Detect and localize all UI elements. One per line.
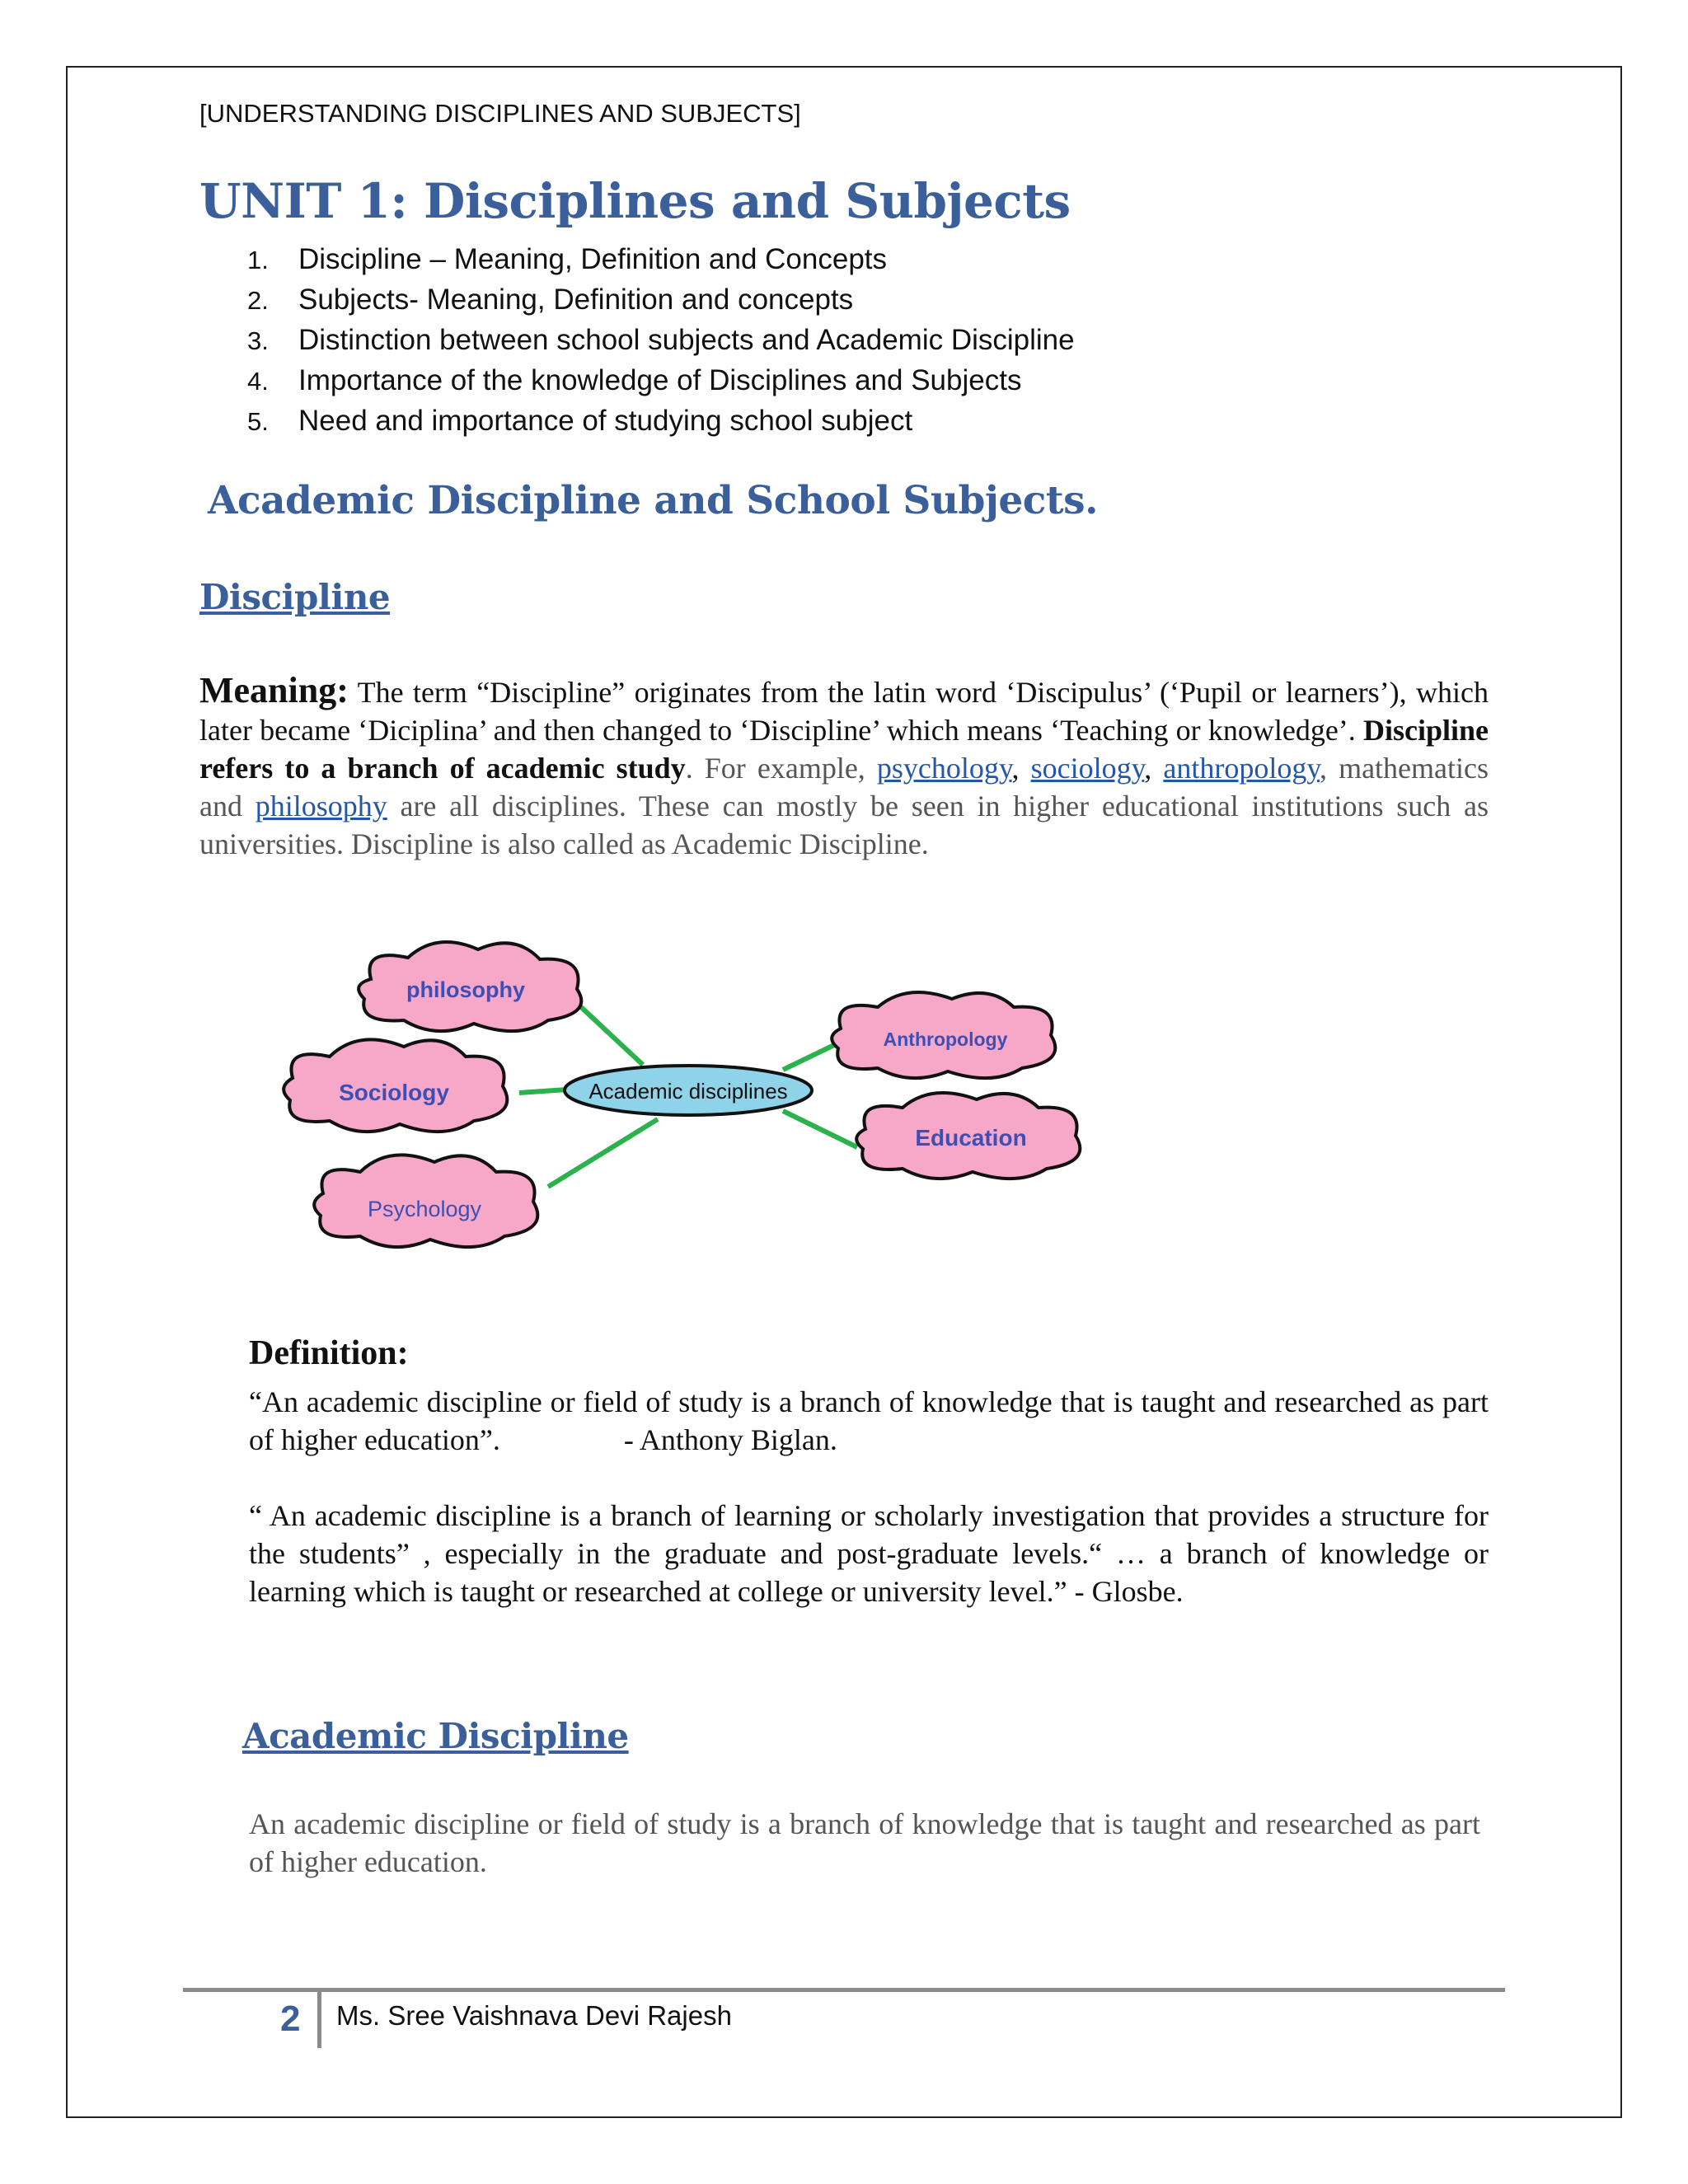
philosophy-label: philosophy (406, 977, 525, 1002)
philosophy-cloud (359, 942, 581, 1031)
education-label: Education (915, 1125, 1027, 1151)
psychology-cloud (314, 1155, 537, 1247)
definition-author-1: - Anthony Biglan. (623, 1423, 837, 1456)
psychology-link[interactable]: psychology (876, 752, 1012, 785)
academic-discipline-heading: Academic Discipline (242, 1716, 629, 1756)
unit-title: UNIT 1: Disciplines and Subjects (199, 173, 1071, 229)
connector-line (519, 1090, 567, 1093)
center-node (565, 1066, 812, 1115)
toc-item: 1. Discipline – Meaning, Definition and Concepts (247, 243, 888, 275)
psychology-label: Psychology (367, 1197, 482, 1221)
footer-separator (317, 1992, 321, 2048)
toc-item: 5. Need and importance of studying school subject (247, 405, 913, 437)
footer-divider (183, 1988, 1505, 1992)
anthropology-cloud (832, 992, 1055, 1078)
anthropology-label: Anthropology (883, 1029, 1008, 1050)
meaning-paragraph: Meaning: The term “Discipline” originates from the latin word ‘Discipulus’ (‘Pupil or learners’), which later became ‘Diciplina’ and then changed to ‘Discipline’ which means ‘Teaching or knowledge’. Discipline refers to a branch of academic study. For example, psychology, sociology, anthropology, mathematics and philosophy are all disciplines. These can mostly be seen in higher educational institutions such as universities. Discipline is also called as Academic Discipline. (199, 670, 1489, 860)
toc-item: 4. Importance of the knowledge of Disciplines and Subjects (247, 364, 1022, 396)
sociology-link[interactable]: sociology (1030, 752, 1145, 785)
meaning-label: Meaning: (199, 670, 349, 710)
anthropology-link[interactable]: anthropology (1163, 752, 1320, 785)
academic-disciplines-diagram (264, 931, 1121, 1261)
connector-line (783, 1045, 834, 1070)
connector-line (548, 1119, 658, 1187)
sociology-cloud (284, 1039, 507, 1132)
toc-list (247, 239, 1075, 441)
connector-line (783, 1111, 857, 1147)
center-label: Academic disciplines (588, 1079, 788, 1104)
philosophy-link[interactable]: philosophy (255, 790, 387, 823)
section-title: Academic Discipline and School Subjects. (208, 478, 1098, 523)
document-header: [UNDERSTANDING DISCIPLINES AND SUBJECTS] (199, 99, 801, 128)
toc-item: 2. Subjects- Meaning, Definition and concepts (247, 284, 854, 316)
education-cloud (856, 1093, 1080, 1179)
definition-quote-2: “ An academic discipline is a branch of learning or scholarly investigation that provides a structure for the students” , especially in the graduate and post-graduate levels.“ … a branch of knowledge or learning which is taught or researched at college or university level.” - Glosbe. (249, 1499, 1489, 1608)
footer-author: Ms. Sree Vaishnava Devi Rajesh (336, 2000, 732, 2031)
page-number: 2 (280, 1999, 301, 2039)
discipline-heading: Discipline (199, 577, 391, 617)
definition-quote-1: “An academic discipline or field of study is a branch of knowledge that is taught and researched as part of higher education”. - Anthony Biglan. (249, 1385, 1489, 1456)
academic-discipline-text: An academic discipline or field of study is a branch of knowledge that is taught and researched as part of higher education. (249, 1807, 1480, 1878)
definition-heading: Definition: (249, 1334, 409, 1372)
sociology-label: Sociology (339, 1080, 449, 1105)
toc-item: 3. Distinction between school subjects and Academic Discipline (247, 324, 1075, 356)
